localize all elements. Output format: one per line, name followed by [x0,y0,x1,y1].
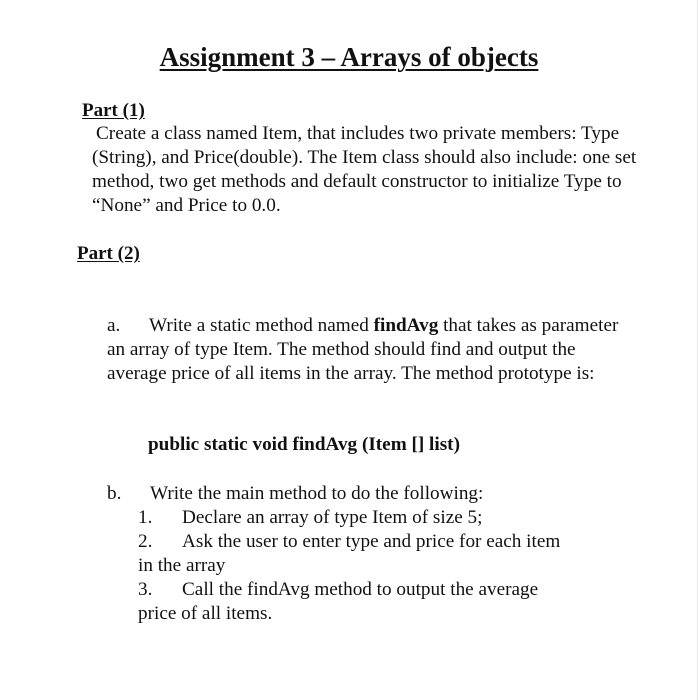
item-a-label: a. [107,315,121,336]
part2-heading: Part (2) [77,243,140,264]
step-2-text: Ask the user to enter type and price for each item in the array [138,531,561,576]
step-1 [138,506,578,530]
document-title: Assignment 3 – Arrays of objects [159,42,539,72]
step-3 [138,578,578,626]
item-a-text-before: Write a static method named [149,315,374,336]
item-a-method-name: findAvg [373,315,439,336]
item-a-text-after: that takes as parameter an array of type Item. The method should find and output the average price of all items in the array. The method prototype is: [107,315,619,384]
step-1-text: Declare an array of type Item of size 5; [182,507,483,528]
step-3-number: 3. [138,579,153,600]
method-prototype: public static void findAvg (Item [] list) [148,434,460,455]
step-2 [138,530,578,578]
item-a-body [107,314,627,386]
part1-body: Create a class named Item, that includes two private members: Type (String), and Price(double). The Item class should also include: one set method, two get methods and default constructor to initialize Type to “None” and Price to 0.0. [92,123,637,216]
step-1-number: 1. [138,507,153,528]
step-3-text: Call the findAvg method to output the average price of all items. [138,579,539,624]
step-2-number: 2. [138,531,153,552]
part1-heading: Part (1) [82,100,145,121]
item-b-label: b. [107,483,122,504]
item-b-text: Write the main method to do the following: [150,483,484,504]
